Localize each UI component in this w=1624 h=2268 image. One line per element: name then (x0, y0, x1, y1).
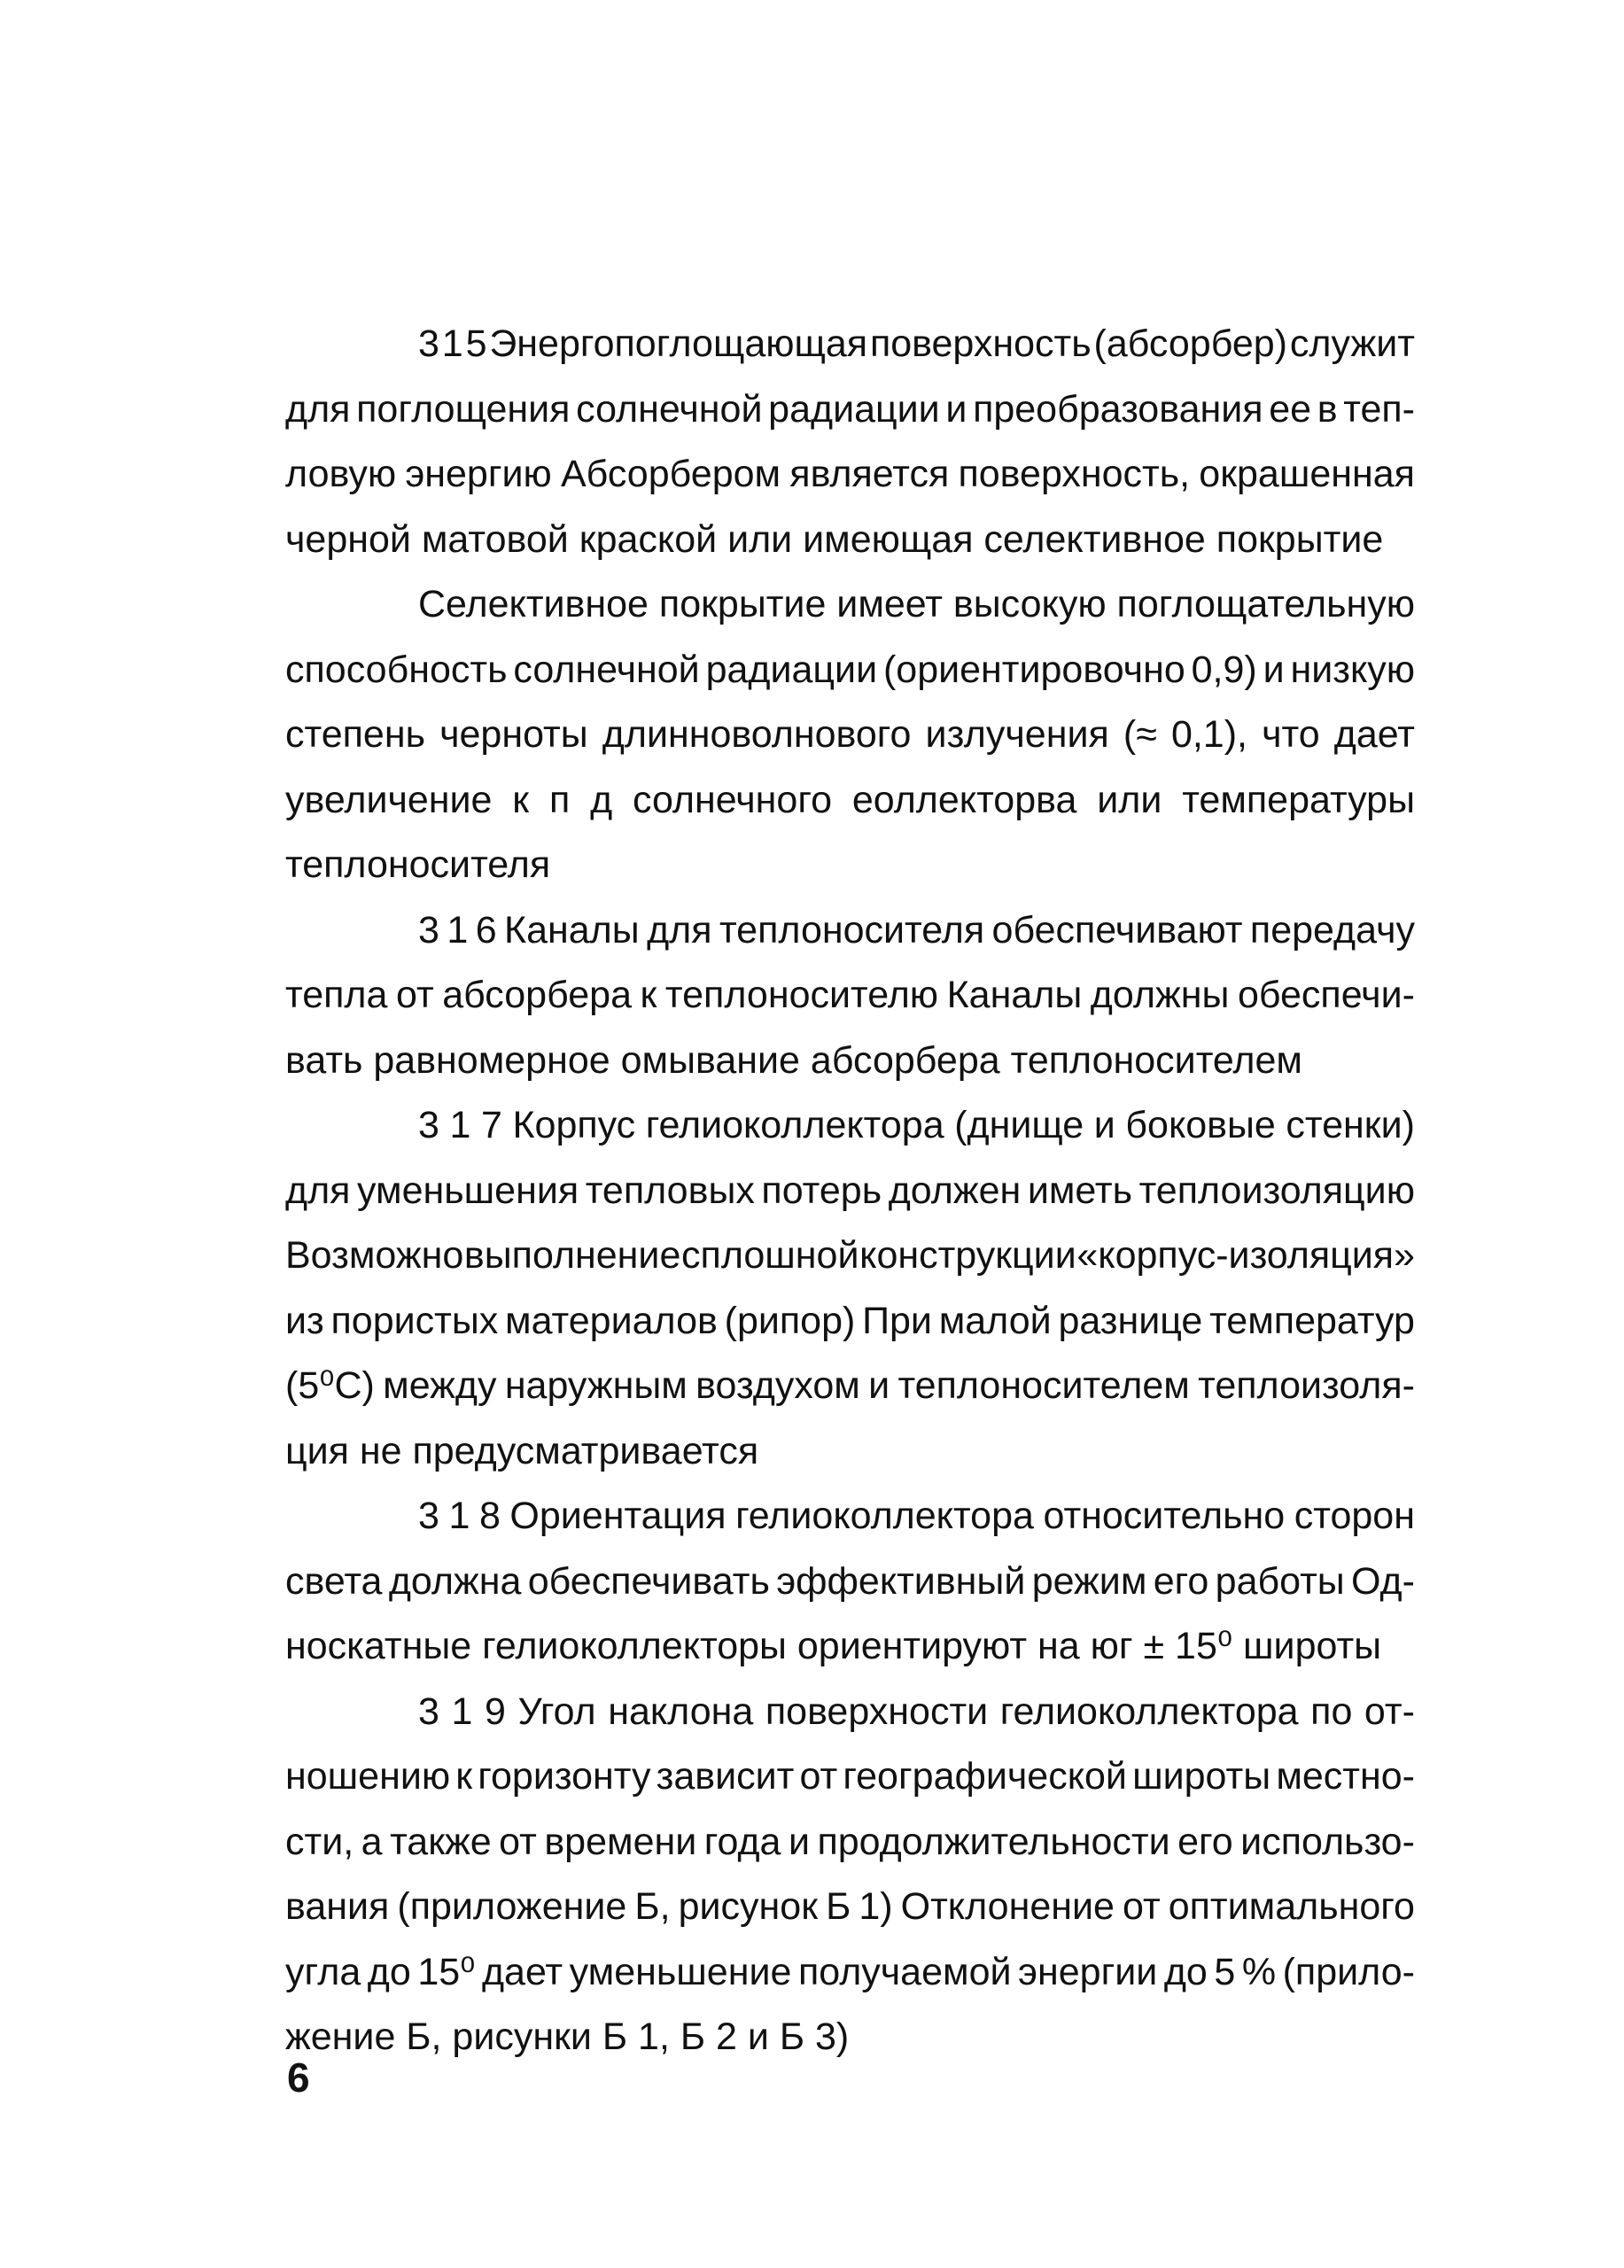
word: выполнение (463, 1234, 681, 1277)
word: света (285, 1559, 383, 1603)
word: 1 (447, 908, 469, 951)
word: что (1262, 713, 1320, 756)
word: еоллекторва (851, 778, 1077, 821)
word: гелиоколлектора (645, 1104, 944, 1146)
text-line (285, 377, 1415, 443)
word: Угол (517, 1689, 596, 1733)
word: материалов (505, 1299, 718, 1342)
word: пористых (330, 1299, 499, 1342)
word: степень (285, 713, 425, 756)
text-line (285, 1744, 1415, 1810)
word: имеет (836, 583, 943, 625)
word: по (1310, 1689, 1353, 1733)
paragraph-3-1-5 (285, 312, 1415, 572)
text-line (285, 1940, 1415, 2006)
word: (≈ (1123, 713, 1157, 756)
word: (днище (954, 1104, 1084, 1146)
text-line: вать равномерное омывание абсорбера теплоносителем (285, 1038, 1302, 1082)
paragraph-3-1-7 (285, 1093, 1415, 1484)
word: Каналы (504, 908, 640, 951)
word: до (367, 1950, 411, 1993)
word: 3 (418, 1495, 439, 1537)
word: горизонту (478, 1755, 651, 1798)
word: Ориентация (509, 1495, 727, 1537)
word: энергию (405, 453, 552, 495)
word: ловую (285, 453, 397, 495)
word: служит (1289, 322, 1415, 365)
word: использо- (1240, 1820, 1415, 1863)
text-line: теплоносителя (285, 843, 551, 886)
word: его (1153, 1559, 1209, 1603)
word: 1 (448, 1495, 470, 1537)
word: или (1097, 778, 1162, 821)
word: для (285, 387, 351, 431)
word: местно- (1276, 1755, 1415, 1798)
word: малой (938, 1299, 1052, 1342)
word: энергии (1018, 1950, 1158, 1993)
word: Каналы (946, 974, 1083, 1016)
word: Селективное (418, 583, 649, 625)
word: для (647, 908, 712, 951)
word: года (703, 1820, 781, 1863)
word: и (788, 1820, 810, 1863)
word: % (1241, 1950, 1277, 1993)
word: Од- (1351, 1559, 1415, 1603)
word: температур (1209, 1299, 1415, 1342)
word: наружным (504, 1364, 688, 1407)
word: абсорбера (442, 974, 632, 1016)
word: к (512, 778, 530, 821)
text-line: ция не предусматривается (285, 1429, 759, 1472)
word: поверхности (765, 1689, 989, 1733)
word: покрытие (658, 583, 827, 625)
word: 0,9) (1191, 648, 1257, 691)
word: поглощения (356, 387, 571, 431)
word: 8 (478, 1495, 501, 1537)
word: Корпус (512, 1104, 636, 1146)
word: низкую (1290, 648, 1415, 691)
text-line (285, 638, 1415, 703)
text-line: черной матовой краской или имеющая селективное покрытие (285, 517, 1384, 561)
word: также (390, 1820, 492, 1863)
word: солнечной (513, 648, 700, 691)
word: является (789, 453, 950, 495)
word: Возможно (285, 1234, 464, 1277)
word: солнечного (632, 778, 832, 821)
word: тепловых (585, 1169, 755, 1212)
word: обеспечивают (991, 908, 1243, 951)
paragraph-3-1-9 (285, 1680, 1415, 2070)
text-line (285, 1289, 1415, 1355)
word: вания (285, 1885, 390, 1928)
word: теплоизоля- (1198, 1364, 1415, 1407)
word: 7 (481, 1104, 502, 1146)
word: 6 (475, 908, 497, 951)
word: 3 (418, 1689, 439, 1733)
word: теплоносителем (897, 1364, 1190, 1407)
text-line (285, 703, 1415, 768)
word: от (395, 974, 434, 1016)
word: эффективный (776, 1559, 1026, 1603)
word: ее (1269, 387, 1312, 431)
word: теплоносителю (664, 974, 939, 1016)
word: тепла (285, 974, 388, 1016)
word: 1 (451, 1689, 473, 1733)
word: Абсорбером (561, 453, 781, 495)
word: радиации (705, 648, 878, 691)
word: времени (544, 1820, 697, 1863)
word: теплоизоляцию (1138, 1169, 1415, 1212)
text-line (285, 1484, 1415, 1550)
word: солнечной (576, 387, 763, 431)
word: 15⁰ (417, 1950, 476, 1993)
word: режим (1031, 1559, 1147, 1603)
word: увеличение (285, 778, 493, 821)
word: Энергопоглощающая (489, 322, 868, 365)
word: гелиоколлектора (735, 1495, 1034, 1537)
word: Б, (634, 1885, 671, 1928)
text-line (285, 1875, 1415, 1940)
text-line (285, 442, 1415, 508)
word: поверхность, (958, 453, 1191, 495)
word: (рипор) (724, 1299, 856, 1342)
word: 5 (465, 322, 487, 365)
text-line (285, 963, 1415, 1029)
word: сплошной (681, 1234, 859, 1277)
word: оптимального (1168, 1885, 1415, 1928)
word: конструкции (859, 1234, 1076, 1277)
word: от (1123, 1885, 1161, 1928)
word: (абсорбер) (1093, 322, 1287, 365)
word: черноты (439, 713, 588, 756)
word: 0,1), (1170, 713, 1247, 756)
word: рисунок (678, 1885, 819, 1928)
word: наклона (608, 1689, 754, 1733)
word: сторон (1294, 1495, 1415, 1537)
word: широты (1132, 1755, 1271, 1798)
word: преобразования (973, 387, 1263, 431)
word: (приложение (397, 1885, 627, 1928)
word: продолжительности (817, 1820, 1170, 1863)
text-line: жение Б, рисунки Б 1, Б 2 и Б 3) (285, 2016, 850, 2058)
word: потерь (761, 1169, 882, 1212)
word: стенки) (1286, 1104, 1415, 1146)
word: иметь (1027, 1169, 1132, 1212)
paragraph-selective-coating (285, 572, 1415, 898)
word: работы (1215, 1559, 1345, 1603)
page-number: 6 (287, 2054, 310, 2101)
word: угла (285, 1950, 361, 1993)
word: относительно (1043, 1495, 1286, 1537)
text-line (285, 1093, 1415, 1159)
word: в (1317, 387, 1338, 431)
word: 3 (418, 1104, 439, 1146)
word: 9 (484, 1689, 506, 1733)
word: зависит (656, 1755, 795, 1798)
word: (ориентировочно (882, 648, 1185, 691)
word: его (1177, 1820, 1233, 1863)
word: дает (1333, 713, 1415, 756)
word: и (1093, 1104, 1115, 1146)
word: теплоносителя (719, 908, 985, 951)
paragraph-3-1-8 (285, 1484, 1415, 1680)
word: должны (1090, 974, 1230, 1016)
word: радиации (768, 387, 940, 431)
word: и (1263, 648, 1285, 691)
text-line (285, 1680, 1415, 1745)
text-line (285, 1810, 1415, 1876)
word: 1 (449, 1104, 471, 1146)
word: к (640, 974, 657, 1016)
word: воздухом (695, 1364, 860, 1407)
text-line (285, 898, 1415, 964)
word: из (285, 1299, 324, 1342)
word: разнице (1058, 1299, 1203, 1342)
text-line (285, 312, 1415, 377)
text-line (285, 768, 1415, 834)
word: от (799, 1755, 838, 1798)
word: окрашенная (1199, 453, 1415, 495)
word: географической (843, 1755, 1127, 1798)
word: обеспечивать (527, 1559, 770, 1603)
word: к (455, 1755, 473, 1798)
word: поверхность (869, 322, 1092, 365)
word: должна (388, 1559, 522, 1603)
word: теп- (1343, 387, 1415, 431)
word: между (383, 1364, 497, 1407)
word: сти, (285, 1820, 354, 1863)
word: д (590, 778, 613, 821)
word: от (499, 1820, 537, 1863)
text-line (285, 1354, 1415, 1419)
word: передачу (1249, 908, 1415, 951)
word: п (548, 778, 571, 821)
word: ношению (285, 1755, 451, 1798)
word: Б (826, 1885, 851, 1928)
word: излучения (925, 713, 1109, 756)
word: «корпус-изоляция» (1076, 1234, 1415, 1277)
word: Отклонение (900, 1885, 1115, 1928)
text-line (285, 572, 1415, 638)
text-line (285, 1159, 1415, 1224)
word: 1) (859, 1885, 893, 1928)
word: способность (285, 648, 508, 691)
word: (5⁰С) (285, 1364, 375, 1407)
word: дает (481, 1950, 563, 1993)
word: высокую (952, 583, 1107, 625)
paragraph-3-1-6 (285, 898, 1415, 1094)
word: для (285, 1169, 351, 1212)
word: длинноволнового (602, 713, 912, 756)
word: 3 (418, 908, 439, 951)
text-line (285, 1223, 1415, 1289)
word: 5 (1214, 1950, 1236, 1993)
word: до (1163, 1950, 1208, 1993)
word: 1 (441, 322, 463, 365)
body-text (285, 312, 1415, 2070)
word: 3 (418, 322, 439, 365)
word: При (862, 1299, 932, 1342)
word: от- (1364, 1689, 1415, 1733)
text-line (285, 1550, 1415, 1615)
word: и (868, 1364, 890, 1407)
word: уменьшение (569, 1950, 792, 1993)
word: и (945, 387, 967, 431)
word: гелиоколлектора (999, 1689, 1299, 1733)
word: боковые (1125, 1104, 1276, 1146)
word: а (361, 1820, 383, 1863)
text-line: носкатные гелиоколлекторы ориентируют на юг ± 15⁰ широты (285, 1625, 1382, 1667)
word: (прило- (1282, 1950, 1415, 1993)
word: поглощательную (1116, 583, 1415, 625)
word: температуры (1182, 778, 1415, 821)
word: обеспечи- (1237, 974, 1415, 1016)
word: должен (888, 1169, 1022, 1212)
word: уменьшения (357, 1169, 579, 1212)
word: получаемой (797, 1950, 1012, 1993)
